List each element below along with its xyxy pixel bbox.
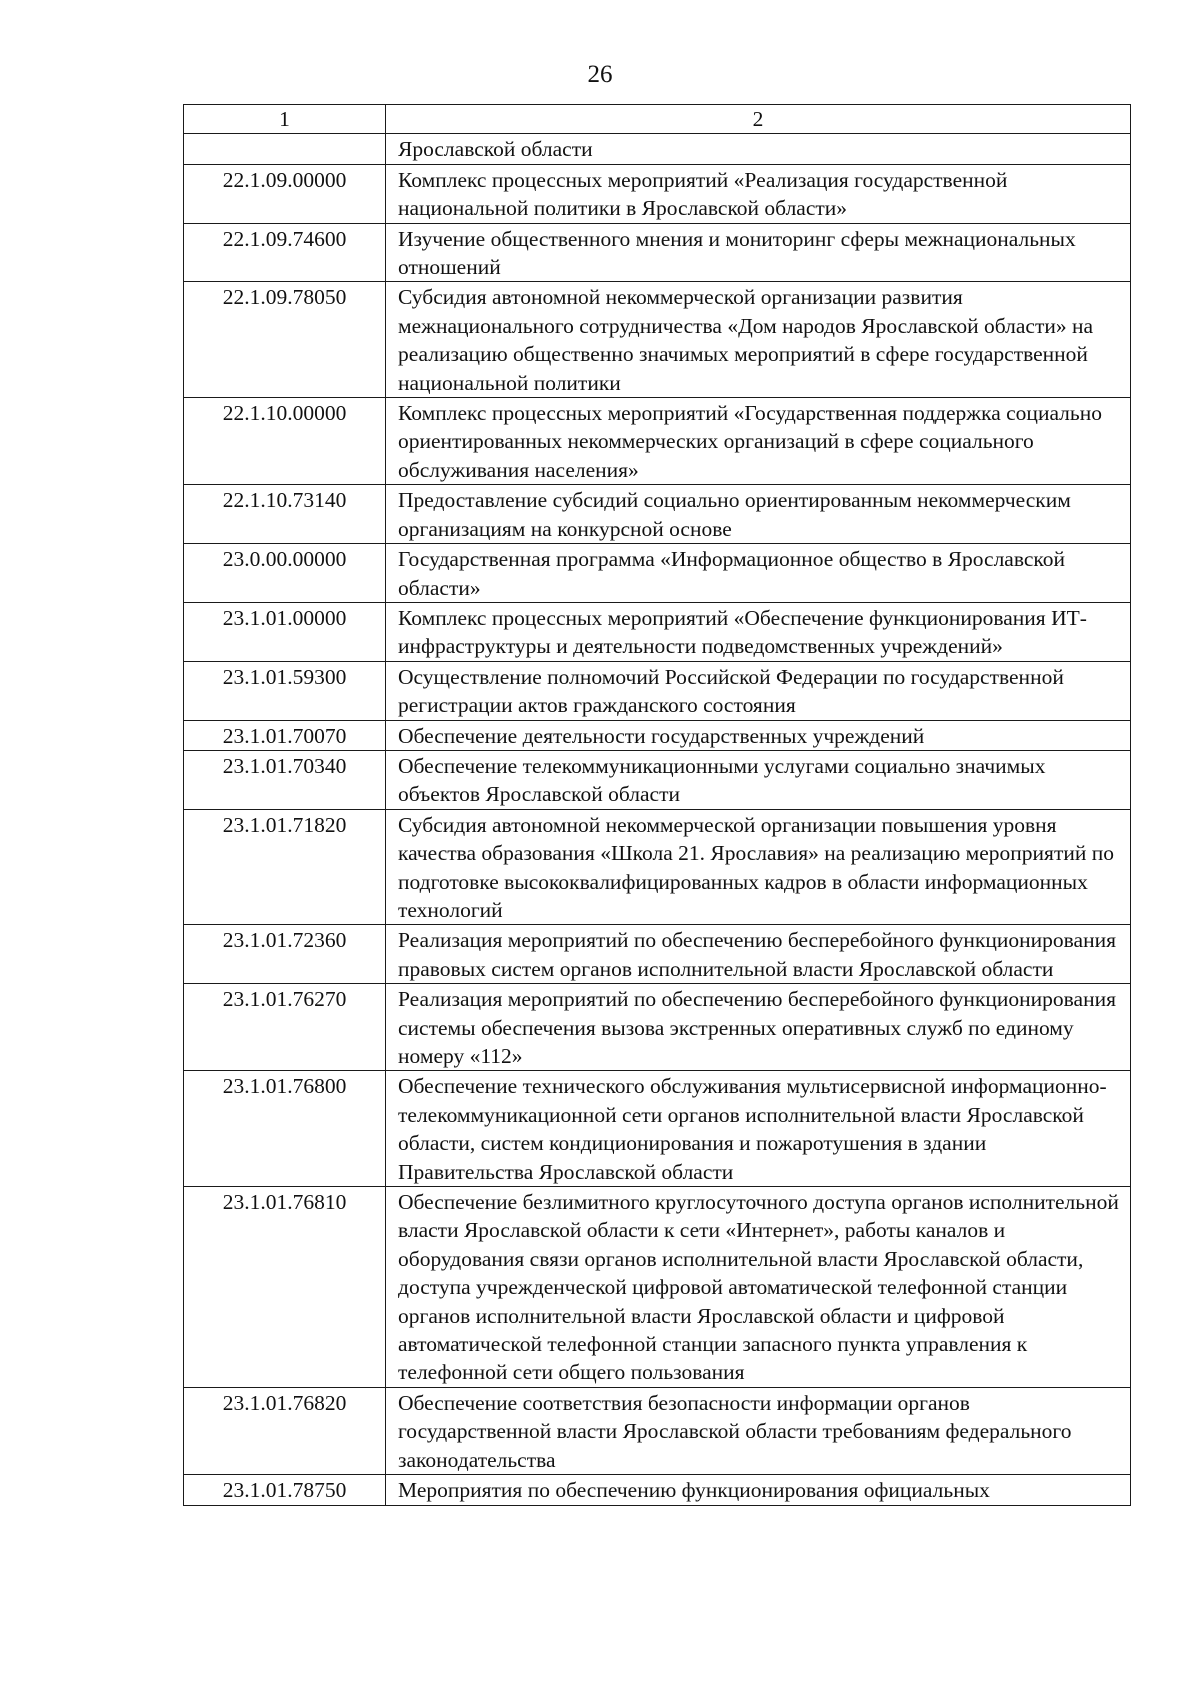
table-row xyxy=(184,223,1131,282)
table-row xyxy=(184,1071,1131,1187)
row-code: 23.0.00.00000 xyxy=(184,544,386,603)
row-code: 22.1.10.73140 xyxy=(184,485,386,544)
table-row xyxy=(184,661,1131,720)
row-code: 23.1.01.76820 xyxy=(184,1387,386,1474)
table-row xyxy=(184,925,1131,984)
row-code: 22.1.09.78050 xyxy=(184,282,386,398)
row-code: 23.1.01.72360 xyxy=(184,925,386,984)
row-description: Обеспечение технического обслуживания мультисервисной информационно-телекоммуникационной сети органов исполнительной власти Ярославской области, систем кондиционирования и пожаротушения в здании Правительства Ярославской области xyxy=(386,1071,1131,1187)
row-code: 23.1.01.76270 xyxy=(184,984,386,1071)
table-row xyxy=(184,1387,1131,1474)
row-code: 23.1.01.59300 xyxy=(184,661,386,720)
table-row xyxy=(184,282,1131,398)
row-code: 22.1.09.00000 xyxy=(184,164,386,223)
row-code: 22.1.10.00000 xyxy=(184,398,386,485)
row-code: 23.1.01.76810 xyxy=(184,1187,386,1388)
row-code: 23.1.01.70070 xyxy=(184,720,386,750)
row-description: Мероприятия по обеспечению функционирования официальных xyxy=(386,1475,1131,1505)
row-description: Субсидия автономной некоммерческой организации повышения уровня качества образования «Школа 21. Ярославия» на реализацию мероприятий по подготовке высококвалифицированных кадров в области информационных технологий xyxy=(386,809,1131,925)
table-row xyxy=(184,750,1131,809)
row-description: Комплекс процессных мероприятий «Обеспечение функционирования ИТ-инфраструктуры и деятельности подведомственных учреждений» xyxy=(386,602,1131,661)
table-row xyxy=(184,984,1131,1071)
row-description: Комплекс процессных мероприятий «Реализация государственной национальной политики в Ярославской области» xyxy=(386,164,1131,223)
table-body xyxy=(184,105,1131,1506)
row-description: Субсидия автономной некоммерческой организации развития межнационального сотрудничества «Дом народов Ярославской области» на реализацию общественно значимых мероприятий в сфере государственной национальной политики xyxy=(386,282,1131,398)
row-description: Осуществление полномочий Российской Федерации по государственной регистрации актов гражданского состояния xyxy=(386,661,1131,720)
row-code: 23.1.01.71820 xyxy=(184,809,386,925)
table-row xyxy=(184,164,1131,223)
row-code xyxy=(184,134,386,164)
row-code: 23.1.01.00000 xyxy=(184,602,386,661)
row-description: Реализация мероприятий по обеспечению бесперебойного функционирования правовых систем органов исполнительной власти Ярославской области xyxy=(386,925,1131,984)
row-code: 23.1.01.70340 xyxy=(184,750,386,809)
row-description: Обеспечение безлимитного круглосуточного доступа органов исполнительной власти Ярославской области к сети «Интернет», работы каналов и оборудования связи органов исполнительной власти Ярославской области, доступа учрежденческой цифровой автоматической телефонной станции органов исполнительной власти Ярославской области и цифровой автоматической телефонной станции запасного пункта управления к телефонной сети общего пользования xyxy=(386,1187,1131,1388)
page-number: 26 xyxy=(587,61,613,88)
row-description: Реализация мероприятий по обеспечению бесперебойного функционирования системы обеспечения вызова экстренных оперативных служб по единому номеру «112» xyxy=(386,984,1131,1071)
row-code: 23.1.01.78750 xyxy=(184,1475,386,1505)
table-row xyxy=(184,1475,1131,1505)
row-description: Обеспечение телекоммуникационными услугами социально значимых объектов Ярославской области xyxy=(386,750,1131,809)
column-header-description: 2 xyxy=(386,105,1131,134)
table-row xyxy=(184,134,1131,164)
table-row xyxy=(184,1187,1131,1388)
row-description: Комплекс процессных мероприятий «Государственная поддержка социально ориентированных некоммерческих организаций в сфере социального обслуживания населения» xyxy=(386,398,1131,485)
row-description: Изучение общественного мнения и мониторинг сферы межнациональных отношений xyxy=(386,223,1131,282)
row-code: 22.1.09.74600 xyxy=(184,223,386,282)
table-row xyxy=(184,485,1131,544)
row-code: 23.1.01.76800 xyxy=(184,1071,386,1187)
row-description: Предоставление субсидий социально ориентированным некоммерческим организациям на конкурсной основе xyxy=(386,485,1131,544)
table-row xyxy=(184,809,1131,925)
budget-classification-table xyxy=(183,104,1131,1506)
table-row xyxy=(184,602,1131,661)
row-description: Ярославской области xyxy=(386,134,1131,164)
column-header-code: 1 xyxy=(184,105,386,134)
table-row xyxy=(184,544,1131,603)
row-description: Обеспечение соответствия безопасности информации органов государственной власти Ярославской области требованиям федерального законодательства xyxy=(386,1387,1131,1474)
row-description: Государственная программа «Информационное общество в Ярославской области» xyxy=(386,544,1131,603)
table-row xyxy=(184,720,1131,750)
table-row xyxy=(184,398,1131,485)
table-header-row xyxy=(184,105,1131,134)
row-description: Обеспечение деятельности государственных учреждений xyxy=(386,720,1131,750)
